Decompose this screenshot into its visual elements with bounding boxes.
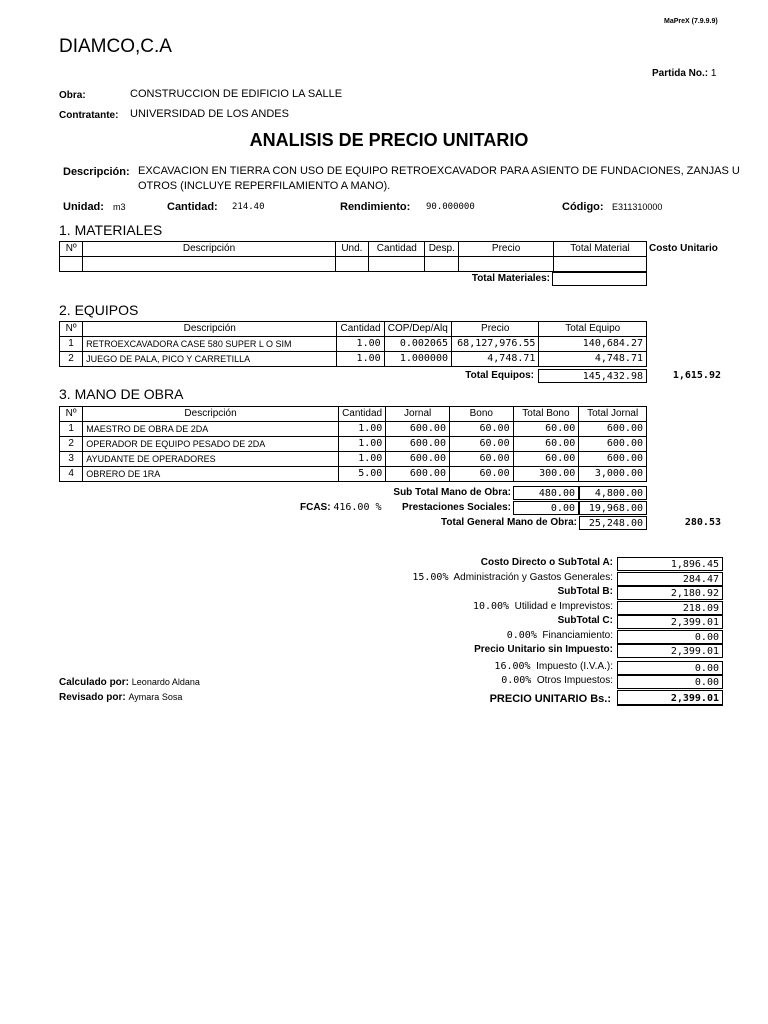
partida-label: Partida No.:: [652, 68, 709, 79]
contratante-value: UNIVERSIDAD DE LOS ANDES: [130, 108, 289, 120]
table-cell: [60, 257, 83, 272]
descripcion-label: Descripción:: [63, 166, 130, 178]
fcas-info: [300, 502, 382, 513]
row-jornal: 600.00: [386, 467, 450, 482]
col-header: Precio: [452, 322, 539, 337]
row-description: MAESTRO DE OBRA DE 2DA: [83, 422, 339, 437]
resumen-label: Financiamiento:: [542, 629, 613, 641]
col-header: Precio: [459, 242, 554, 257]
resumen-pct: 10.00%: [472, 600, 510, 612]
rendimiento-label: Rendimiento:: [340, 201, 411, 213]
col-header: Bono: [449, 407, 513, 422]
resumen-label: Otros Impuestos:: [536, 675, 613, 686]
resumen-value: 284.47: [617, 572, 723, 586]
resumen-label: Utilidad e Imprevistos:: [514, 600, 613, 612]
fcas-value: 416.00 %: [333, 502, 382, 513]
mano-obra-unit-cost: 280.53: [684, 517, 721, 528]
equipos-table: [59, 321, 647, 367]
resumen-value: 1,896.45: [617, 557, 723, 571]
row-cantidad: 1.00: [338, 437, 386, 452]
partida-value: 1: [710, 68, 717, 79]
materiales-title: 1. MATERIALES: [59, 222, 163, 238]
resumen-pct: 16.00%: [494, 660, 531, 672]
col-header: Descripción: [83, 322, 337, 337]
revisado-por: [59, 692, 182, 703]
col-header: Total Bono: [513, 407, 579, 422]
table-row: [60, 257, 647, 272]
row-jornal: 600.00: [386, 422, 450, 437]
table-row: [60, 452, 647, 467]
materiales-table: [59, 241, 647, 272]
resumen-label: Administración y Gastos Generales:: [453, 571, 613, 583]
row-cantidad: 5.00: [338, 467, 386, 482]
resumen-row: [380, 572, 723, 587]
resumen-row: [380, 557, 723, 572]
row-number: 4: [60, 467, 83, 482]
prestaciones-label: Prestaciones Sociales:: [402, 502, 511, 513]
total-equipos-value: 145,432.98: [538, 369, 647, 383]
resumen-row: [380, 615, 723, 630]
row-total-jornal: 600.00: [579, 452, 647, 467]
partida-number: [652, 68, 716, 79]
row-bono: 60.00: [449, 422, 513, 437]
row-precio: 68,127,976.55: [452, 337, 539, 352]
row-cantidad: 1.00: [337, 337, 384, 352]
unidad-value: m3: [113, 202, 126, 212]
col-header: Descripción: [83, 407, 339, 422]
row-number: 2: [60, 352, 83, 367]
subtotal-mano-obra-label: Sub Total Mano de Obra:: [393, 487, 511, 498]
row-description: OPERADOR DE EQUIPO PESADO DE 2DA: [83, 437, 339, 452]
col-header: Nº: [60, 322, 83, 337]
table-row: [60, 422, 647, 437]
resumen-value: 2,399.01: [617, 644, 723, 658]
table-header-row: [60, 242, 647, 257]
row-total-jornal: 600.00: [579, 437, 647, 452]
resumen-pct: 15.00%: [412, 571, 449, 583]
col-header: Descripción: [83, 242, 335, 257]
fcas-label: FCAS:: [300, 502, 331, 513]
precio-final-value: 2,399.01: [617, 690, 723, 706]
resumen-row: [380, 586, 723, 601]
table-row: [60, 467, 647, 482]
equipos-unit-cost: 1,615.92: [672, 370, 721, 381]
row-total-jornal: 600.00: [579, 422, 647, 437]
col-header: Total Jornal: [579, 407, 647, 422]
table-header-row: [60, 322, 647, 337]
resumen-label: SubTotal B:: [557, 586, 613, 597]
total-materiales-value: [552, 272, 647, 286]
resumen-label-group: [507, 630, 613, 641]
revisado-value: Aymara Sosa: [128, 692, 183, 702]
row-number: 3: [60, 452, 83, 467]
resumen-block: [380, 557, 723, 690]
prestaciones-bono-value: 0.00: [513, 501, 579, 515]
row-total: 4,748.71: [539, 352, 647, 367]
resumen-label: SubTotal C:: [557, 615, 613, 626]
row-bono: 60.00: [449, 437, 513, 452]
subtotal-bono-value: 480.00: [513, 486, 579, 500]
resumen-value: 0.00: [617, 661, 723, 675]
page-title: ANALISIS DE PRECIO UNITARIO: [249, 130, 529, 150]
codigo-label: Código:: [562, 201, 604, 213]
col-header: COP/Dep/Alq: [384, 322, 451, 337]
col-header: Cantidad: [337, 322, 384, 337]
resumen-value: 2,180.92: [617, 586, 723, 600]
row-precio: 4,748.71: [452, 352, 539, 367]
codigo-value: E311310000: [612, 202, 663, 212]
resumen-label: Costo Directo o SubTotal A:: [480, 557, 613, 568]
resumen-value: 0.00: [617, 630, 723, 644]
col-header: Jornal: [386, 407, 450, 422]
contratante-label: Contratante:: [59, 110, 119, 121]
row-total-jornal: 3,000.00: [579, 467, 647, 482]
row-jornal: 600.00: [386, 452, 450, 467]
prestaciones-jornal-value: 19,968.00: [579, 501, 647, 515]
resumen-label-group: [494, 661, 613, 672]
table-cell: [459, 257, 554, 272]
row-number: 1: [60, 422, 83, 437]
precio-final-label: PRECIO UNITARIO Bs.:: [489, 693, 611, 705]
cantidad-label: Cantidad:: [167, 201, 218, 213]
resumen-label-group: [412, 572, 613, 583]
resumen-value: 2,399.01: [617, 615, 723, 629]
row-jornal: 600.00: [386, 437, 450, 452]
resumen-label-group: [501, 675, 613, 686]
resumen-row: [380, 661, 723, 676]
col-header: Cantidad: [369, 242, 425, 257]
row-cop: 0.002065: [384, 337, 451, 352]
row-description: RETROEXCAVADORA CASE 580 SUPER L O SIM: [83, 337, 337, 352]
resumen-row: [380, 675, 723, 690]
row-cantidad: 1.00: [338, 422, 386, 437]
company-name: DIAMCO,C.A: [59, 36, 172, 57]
revisado-label: Revisado por:: [59, 692, 126, 703]
total-mano-obra-value: 25,248.00: [579, 516, 647, 530]
col-header: Cantidad: [338, 407, 386, 422]
row-cantidad: 1.00: [338, 452, 386, 467]
row-cantidad: 1.00: [337, 352, 384, 367]
row-total-bono: 60.00: [513, 422, 579, 437]
total-equipos-label: Total Equipos:: [465, 370, 534, 381]
resumen-row: [380, 601, 723, 616]
row-total: 140,684.27: [539, 337, 647, 352]
cantidad-value: 214.40: [232, 202, 265, 212]
table-cell: [425, 257, 459, 272]
table-row: [60, 437, 647, 452]
table-header-row: [60, 407, 647, 422]
obra-value: CONSTRUCCION DE EDIFICIO LA SALLE: [130, 88, 343, 100]
row-total-bono: 300.00: [513, 467, 579, 482]
table-cell: [554, 257, 647, 272]
calculado-value: Leonardo Aldana: [131, 677, 200, 687]
mano-obra-table: [59, 406, 647, 482]
rendimiento-value: 90.000000: [426, 202, 475, 212]
resumen-row: [380, 630, 723, 645]
unidad-label: Unidad:: [63, 201, 104, 213]
calculado-por: [59, 677, 200, 688]
row-description: OBRERO DE 1RA: [83, 467, 339, 482]
table-cell: [83, 257, 335, 272]
col-header: Desp.: [425, 242, 459, 257]
col-header: Total Equipo: [539, 322, 647, 337]
resumen-label: Precio Unitario sin Impuesto:: [474, 644, 613, 655]
descripcion-line2: OTROS (INCLUYE REPERFILAMIENTO A MANO).: [138, 180, 391, 192]
resumen-pct: 0.00%: [506, 629, 537, 641]
col-header: Total Material: [554, 242, 647, 257]
row-description: AYUDANTE DE OPERADORES: [83, 452, 339, 467]
col-header: Nº: [60, 242, 83, 257]
resumen-label: Impuesto (I.V.A.):: [536, 660, 613, 672]
table-cell: [335, 257, 369, 272]
resumen-value: 0.00: [617, 675, 723, 689]
row-description: JUEGO DE PALA, PICO Y CARRETILLA: [83, 352, 337, 367]
resumen-value: 218.09: [617, 601, 723, 615]
row-cop: 1.000000: [384, 352, 451, 367]
row-bono: 60.00: [449, 467, 513, 482]
resumen-row: [380, 644, 723, 659]
row-number: 2: [60, 437, 83, 452]
table-cell: [369, 257, 425, 272]
resumen-pct: 0.00%: [501, 675, 532, 686]
equipos-title: 2. EQUIPOS: [59, 302, 139, 318]
subtotal-jornal-value: 4,800.00: [579, 486, 647, 500]
descripcion-line1: EXCAVACION EN TIERRA CON USO DE EQUIPO RETROEXCAVADOR PARA ASIENTO DE FUNDACIONES, ZANJAS U: [138, 165, 740, 177]
col-header: Nº: [60, 407, 83, 422]
row-bono: 60.00: [449, 452, 513, 467]
obra-label: Obra:: [59, 90, 86, 101]
col-header: Und.: [335, 242, 369, 257]
total-materiales-label: Total Materiales:: [471, 273, 550, 284]
row-total-bono: 60.00: [513, 437, 579, 452]
total-mano-obra-label: Total General Mano de Obra:: [441, 517, 577, 528]
mano-obra-title: 3. MANO DE OBRA: [59, 386, 184, 402]
resumen-label-group: [473, 601, 613, 612]
row-total-bono: 60.00: [513, 452, 579, 467]
costo-unitario-label: Costo Unitario: [649, 243, 718, 254]
calculado-label: Calculado por:: [59, 677, 130, 688]
table-row: [60, 337, 647, 352]
software-version: MaPreX (7.9.9.9): [664, 18, 718, 25]
table-row: [60, 352, 647, 367]
row-number: 1: [60, 337, 83, 352]
